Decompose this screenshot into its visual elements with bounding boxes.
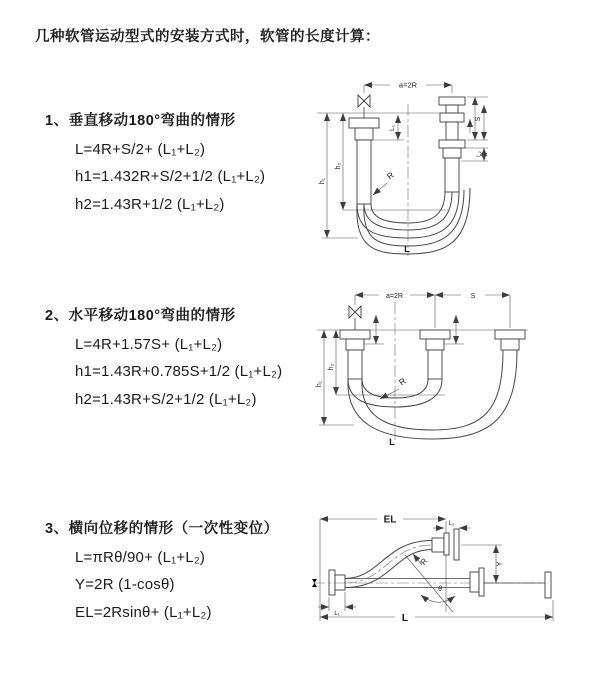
braided-hose-section xyxy=(357,140,371,204)
braided-hose-section xyxy=(348,350,362,379)
dim-l1-label: L₁ xyxy=(334,611,340,617)
angle-theta xyxy=(405,555,455,612)
dim-el-label: EL xyxy=(383,514,397,526)
section-2-heading: 2、水平移动180°弯曲的情形 xyxy=(45,308,236,324)
dim-a2r xyxy=(355,293,435,300)
dim-l2-label: L₂ xyxy=(448,521,455,527)
section-1 xyxy=(45,108,265,218)
fitting-dims xyxy=(364,315,464,344)
dim-h2-label: h₂ xyxy=(328,363,335,371)
dim-s xyxy=(435,293,510,300)
formula-line: L=4R+S/2+ (L₁+L₂) xyxy=(75,140,206,158)
curved-hose xyxy=(345,541,432,588)
dim-a2r-label: a=2R xyxy=(386,292,403,300)
length-label: L xyxy=(389,437,395,448)
dim-l1-label: L₁ xyxy=(389,125,396,131)
length-label: L xyxy=(404,244,410,255)
formula-line: h1=1.432R+S/2+1/2 (L₁+L₂) xyxy=(75,168,266,185)
dim-a2r xyxy=(364,81,452,94)
radius-label: R xyxy=(396,375,408,388)
dim-l2-label: L₂ xyxy=(476,151,483,157)
diagram-lateral-displacement xyxy=(305,505,595,633)
radius-label: R xyxy=(384,169,396,182)
dim-h2-label: h₂ xyxy=(335,162,342,170)
formula-line: L=4R+1.57S+ (L₁+L₂) xyxy=(75,335,223,353)
formula-line: h2=1.43R+1/2 (L₁+L₂) xyxy=(75,195,225,213)
left-pipe-assembly xyxy=(340,330,370,379)
page-title: 几种软管运动型式的安装方式时，软管的长度计算： xyxy=(35,29,380,45)
section-3-heading: 3、横向位移的情形（一次性变位） xyxy=(45,521,279,537)
hose-curves xyxy=(357,188,470,254)
section-2 xyxy=(45,303,282,413)
dim-l xyxy=(320,600,553,624)
formula-line: EL=2Rsinθ+ (L₁+L₂) xyxy=(75,603,212,621)
left-end-flange xyxy=(312,570,345,595)
diagram-vertical-180-bend xyxy=(312,66,592,261)
formula-line: Y=2R (1-cosθ) xyxy=(75,576,175,593)
center-pipe-assembly xyxy=(420,330,450,379)
displaced-end-flange xyxy=(432,529,459,560)
dim-l1 xyxy=(318,592,356,617)
dim-s-label: S xyxy=(475,116,482,122)
diagram-horizontal-180-bend xyxy=(312,282,592,452)
formula-line: L=πRθ/90+ (L₁+L₂) xyxy=(75,548,206,566)
radius-callout xyxy=(380,376,408,399)
right-pipe-assembly xyxy=(439,97,470,192)
dim-h1-label: h₁ xyxy=(319,177,326,185)
dim-s-label: S xyxy=(470,292,476,300)
dim-s xyxy=(461,97,488,161)
dim-el xyxy=(320,515,446,526)
section-1-heading: 1、垂直移动180°弯曲的情形 xyxy=(45,113,236,129)
left-pipe-assembly xyxy=(349,118,379,204)
valve-icon xyxy=(349,306,361,330)
length-label: L xyxy=(401,612,409,624)
dim-a2r-label: a=2R xyxy=(398,80,418,90)
formula-line: h2=1.43R+S/2+1/2 (L₁+L₂) xyxy=(75,390,257,408)
theta-label: θ xyxy=(438,586,442,593)
braided-hose-section xyxy=(428,350,442,379)
radius-callout xyxy=(413,554,429,567)
dim-y-label: Y xyxy=(494,561,504,567)
moved-pipe-assembly xyxy=(495,330,525,350)
dim-l2 xyxy=(433,521,470,528)
radius-callout xyxy=(373,170,396,195)
valve-icon xyxy=(358,95,370,118)
dim-h1-label: h₁ xyxy=(316,380,323,388)
formula-line: h1=1.43R+0.785S+1/2 (L₁+L₂) xyxy=(75,363,283,380)
braided-hose-section xyxy=(445,158,459,192)
radius-label: R xyxy=(418,556,430,567)
section-3 xyxy=(45,516,279,626)
